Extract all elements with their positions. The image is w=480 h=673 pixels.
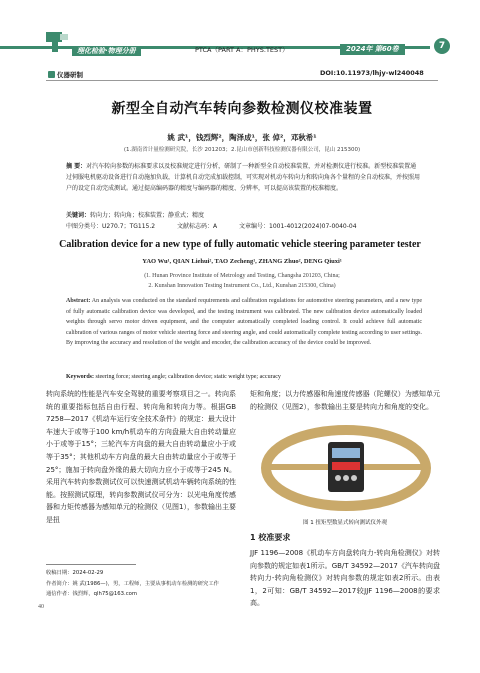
year-volume: 2024年 第60卷 [340,44,405,55]
en-abstract-text: An analysis was conducted on the standard requirements and calibration regulations for automotive steering parameters, and a new type of fully automatic calibration device was developed, and the testing instrument was calibrated. The new calibration device automatically loaded weights through servo motor driven equipment, and the computer automatically completed loading control. It could achieve full automatic calibration of various ranges of motor vehicle steering force and steering angle, and could automatically complete testing according to user settings. By improving the accuracy and resolution of the weight and encoder, the calibration accuracy of the device could be improved. [66,298,422,346]
clc-number: 中图分类号：U270.7；TG115.2 [66,223,156,230]
figure-steering-tester [258,422,434,514]
en-abstract [66,296,422,349]
cn-title: 新型全自动汽车转向参数检测仪校准装置 [111,101,373,117]
cn-classification [66,221,422,230]
en-authors: YAO Wu¹, QIAN Liehui², TAO Zecheng¹, ZHANG Zhuo², DENG Qiuxi¹ [142,258,342,265]
cn-abstract [66,161,422,194]
cn-abstract-text: 对汽车转向参数的标准要求以及校准规定进行分析，研制了一种新型全自动校准装置，并对检测仪进行校准。新型校准装置通过伺服电机驱动设备进行自动施加负载，计算机自动完成加载控制，可实现对机动车转向力和转向角各个量程的全自动校准，并按照用户的设定自动完成测试。通过提高编码器的精度与编码器的精度、分辨率，可以提高该装置的校准精度。 [66,163,421,192]
en-abstract-label: Abstract: [66,298,91,304]
document-code: 文献标志码：A [176,223,218,230]
footnote-rule [46,564,136,565]
footnotes [46,568,236,600]
section-heading: 1 校准要求 [250,533,291,542]
figure-caption: 图 1 扭矩型数显式转向测试仪外观 [303,520,387,526]
cn-abstract-label: 摘 要： [66,163,87,170]
en-keywords [66,374,422,380]
page-number: 40 [38,604,44,610]
en-affiliation [46,271,438,291]
doi: DOI:10.11973/lhjy-wl240048 [320,69,424,77]
en-title: Calibration device for a new type of fully automatic vehicle steering parameter tester [59,239,421,250]
divider [46,80,438,81]
body-column-right-lower: JJF 1196—2008《机动车方向盘转向力-转向角检测仪》对转向参数的规定如表1所示。GB/T 34592—2017《汽车转向盘转向力-转向角检测仪》对转向参数的规定如表2所示。由表1，2可知：GB/T 34592—2017较JJF 1196—2008的要求高。 [250,549,440,608]
author-bio: 作者简介：姚 武(1986—)，男，工程师，主要从事机动车检测的研究工作 [46,580,219,587]
received-date: 收稿日期：2024-02-29 [46,570,104,576]
issue-number: 7 [434,38,450,54]
en-keywords-text: steering force; steering angle; calibration device; static weight type; accuracy [95,374,281,380]
body-column-right: 矩和角度；以力传感器和角速度传感器（陀螺仪）为感知单元的检测仪（见图2），参数输出主要是转向力和角度的变化。 [250,390,440,411]
body-column-left: 转向系统的性能是汽车安全驾驶的重要考察项目之一。转向系统的重要指标包括自由行程、转向角和转向力等。根据GB 7258—2017《机动车运行安全技术条件》的规定：最大设计车速大于或等于100 km/h机动车的方向盘最大自由转动量应小于或等于15°；三轮汽车方向盘的最大自由转动量应小于或等于35°；其他机动车方向盘的最大自由转动量应小于或等于25°；施加于转向盘外缘的最大切向力应小于或等于245 N。采用汽车转向参数测试仪可以快速测试机动车辆转向系统的性能。按照测试原理，转向参数测试仪可分为：以光电角度传感器和力矩传感器为感知单元的检测仪（见图1），参数输出主要是扭 [46,390,236,524]
en-affiliation-2: 2. Kunshan Innovation Testing Instrument Co., Ltd., Kunshan 215300, China) [148,283,336,289]
section-tag: 仪器研制 [48,70,83,79]
journal-brand: 理化检验·物理分册 [72,46,141,56]
journal-name: PTCA（PART A：PHYS.TEST） [195,46,289,54]
cn-keywords [66,210,422,219]
article-number: 文章编号：1001-4012(2024)07-0040-04 [239,223,357,230]
cn-keywords-text: 转向力；转向角；校准装置；静重式；精度 [90,212,205,219]
en-affiliation-1: (1. Hunan Province Institute of Metrology and Testing, Changsha 201203, China; [144,273,340,279]
cn-affiliation: (1.湖南省计量检测研究院，长沙 201203；2.昆山市创新科技检测仪器有限公司，昆山 215300) [123,147,361,153]
cn-authors: 姚 武¹，钱烈辉²，陶泽成¹，张 倬²，邓秋希¹ [167,133,317,142]
corresponding-author: 通信作者：钱烈辉，qlh75@163.com [46,591,138,597]
en-keywords-label: Keywords: [66,374,94,380]
cn-keywords-label: 关键词： [66,212,91,219]
